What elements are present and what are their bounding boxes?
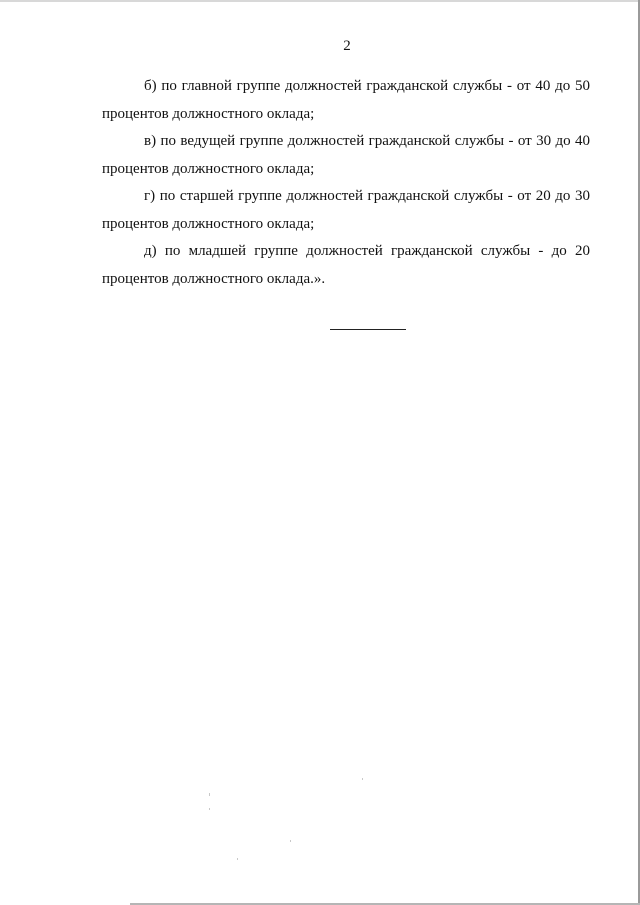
list-item-g-line-1: г) по старшей группе должностей гражданской службы - от 20 до 30 [144, 188, 590, 204]
scan-speck [209, 793, 210, 796]
list-item-v-line-1: в) по ведущей группе должностей гражданской службы - от 30 до 40 [144, 133, 590, 149]
page-number: 2 [343, 38, 351, 54]
list-item-b-line-1: б) по главной группе должностей гражданской службы - от 40 до 50 [144, 78, 590, 94]
scan-speck [290, 840, 291, 842]
list-item-b [102, 73, 590, 128]
list-item-d [102, 238, 590, 293]
list-item-g-line-2: процентов должностного оклада; [102, 215, 315, 232]
list-item-v-line-2: процентов должностного оклада; [102, 160, 315, 177]
scan-speck [362, 778, 363, 780]
list-item-g [102, 183, 590, 238]
end-of-document-rule [330, 329, 406, 330]
list-item-v [102, 128, 590, 183]
scan-speck [209, 808, 210, 810]
list-item-d-line-1: д) по младшей группе должностей гражданской службы - до 20 [144, 243, 590, 259]
document-body [102, 73, 590, 293]
list-item-d-line-2: процентов должностного оклада.». [102, 270, 326, 287]
list-item-b-line-2: процентов должностного оклада; [102, 105, 315, 122]
scan-edge-top [0, 0, 640, 2]
scan-speck [237, 858, 238, 860]
